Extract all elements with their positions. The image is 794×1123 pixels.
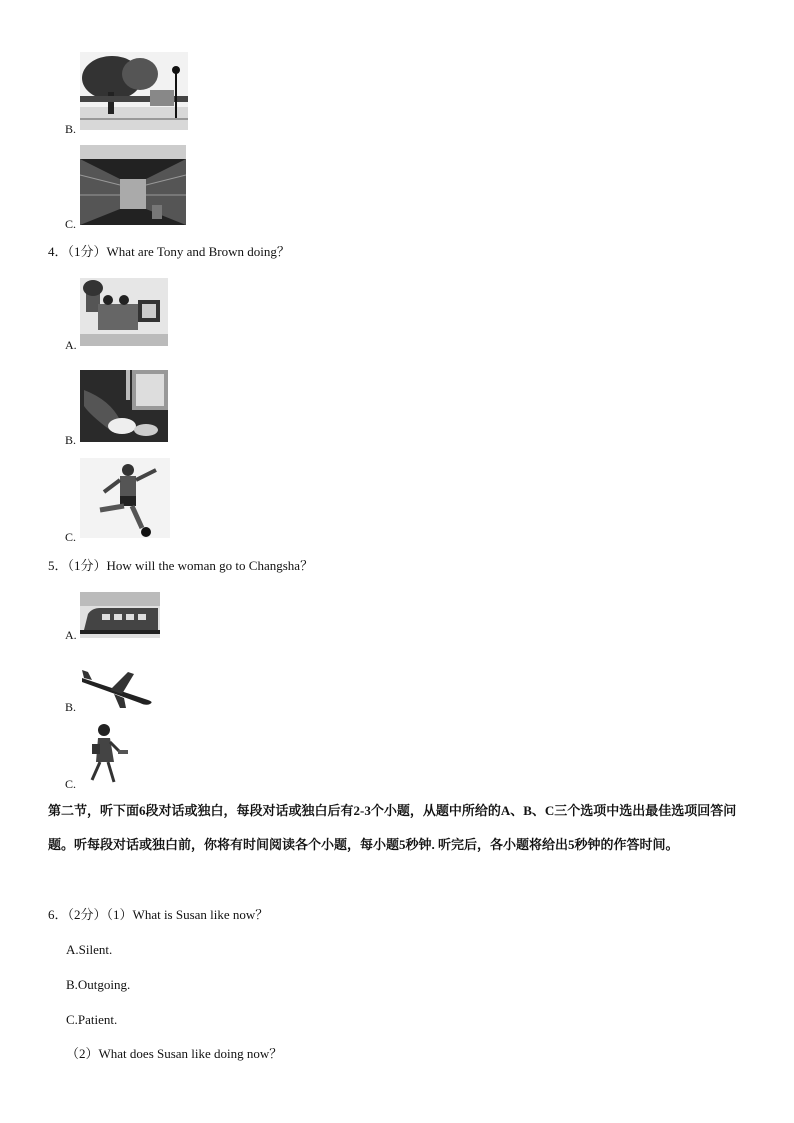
- question-4: [48, 244, 290, 260]
- train-icon: [80, 592, 160, 638]
- question-6: [48, 907, 268, 923]
- q3-option-b-label[interactable]: B.: [65, 122, 77, 136]
- q5-option-a-label[interactable]: A.: [65, 628, 77, 642]
- q3-option-c-label[interactable]: C.: [65, 217, 77, 231]
- question-number: 5．: [48, 558, 68, 573]
- park-photo-icon: [80, 52, 188, 130]
- question-score: （1分）: [67, 558, 107, 573]
- walking-woman-icon: [86, 722, 130, 786]
- question-6-sub-2: [66, 1046, 282, 1062]
- watching-tv-icon: [80, 278, 168, 346]
- playing-football-icon: [80, 458, 170, 538]
- q6-option-b[interactable]: B.Outgoing.: [66, 977, 131, 992]
- q6-option-c[interactable]: C.Patient.: [66, 1012, 118, 1027]
- question-text: How will the woman go to Changsha？: [106, 558, 314, 573]
- question-score: （1分）: [67, 244, 107, 259]
- plane-icon: [80, 670, 154, 710]
- q4-option-a-label[interactable]: A.: [65, 338, 77, 352]
- library-photo-icon: [80, 145, 186, 225]
- q4-option-c-label[interactable]: C.: [65, 530, 77, 544]
- sub-question-text: What is Susan like now？: [132, 907, 269, 922]
- washing-dishes-icon: [80, 370, 168, 442]
- q6-option-a[interactable]: A.Silent.: [66, 942, 113, 957]
- question-5: [48, 558, 313, 574]
- question-text: What are Tony and Brown doing？: [106, 244, 290, 259]
- sub-question-number: （1）: [106, 907, 133, 922]
- q5-option-b-label[interactable]: B.: [65, 700, 77, 714]
- section-2-instructions: 第二节，听下面6段对话或独白，每段对话或独白后有2-3个小题，从题中所给的A、B、C三个选项中选出最佳选项回答问题。听每段对话或独白前，你将有时间阅读各个小题，每小题5秒钟. 听完后，各小题将给出5秒钟的作答时间。: [48, 803, 737, 852]
- question-number: 4．: [48, 244, 68, 259]
- question-score: （2分）: [67, 907, 107, 922]
- q5-option-c-label[interactable]: C.: [65, 777, 77, 791]
- q4-option-b-label[interactable]: B.: [65, 433, 77, 447]
- sub-question-number: （2）: [66, 1046, 99, 1061]
- sub-question-text: What does Susan like doing now？: [98, 1046, 283, 1061]
- question-number: 6．: [48, 907, 68, 922]
